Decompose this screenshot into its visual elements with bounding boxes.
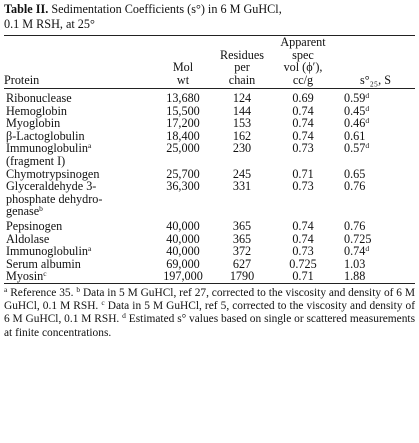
residues-cell: 230	[232, 141, 252, 156]
s-value-cell: 0.57$^d$	[344, 141, 370, 156]
spec-vol-cell: 0.73	[292, 244, 314, 259]
mol-wt-cell: 36,300	[166, 179, 200, 194]
protein-cell: Immunoglobulin$^a$ (fragment I)	[6, 141, 92, 168]
residues-cell: 627	[232, 256, 252, 271]
footnote-c-mark: c	[101, 298, 105, 308]
mol-wt-cell: 197,000	[163, 269, 203, 284]
protein-cell: Glyceraldehyde 3- phosphate dehydro- genase$^b$	[6, 179, 103, 219]
header-residues: Residues per chain	[219, 47, 264, 87]
protein-cell: Chymotrypsinogen	[6, 166, 100, 181]
mol-wt-cell: 40,000	[166, 231, 200, 246]
residues-cell: 331	[232, 179, 252, 194]
header-row	[4, 36, 415, 89]
footnote-a: Reference 35.	[7, 286, 77, 299]
protein-cell: Aldolase	[6, 231, 50, 246]
residues-cell: 162	[232, 128, 252, 143]
table-row	[4, 89, 415, 105]
s-value-cell: 1.88	[344, 269, 366, 284]
protein-cell: Myosin$^c$	[6, 269, 47, 284]
table-row	[4, 218, 415, 233]
residues-cell: 144	[232, 103, 252, 118]
table-row	[4, 270, 415, 283]
footnote-d-mark: d	[122, 311, 126, 321]
footnote-c: Data in 5 M GuHCl, ref 5, corrected to the viscosity and density of 6 M GuHCl, 0.1 M RSH.	[4, 300, 415, 326]
residues-cell: 153	[232, 116, 252, 131]
protein-cell: Pepsinogen	[6, 218, 63, 233]
spec-vol-cell: 0.74	[292, 218, 314, 233]
caption-text-line1: Sedimentation Coefficients (s°) in 6 M GuHCl,	[51, 2, 282, 16]
spec-vol-cell: 0.74	[292, 103, 314, 118]
residues-cell: 1790	[229, 269, 255, 284]
s-value-cell: 0.59$^d$	[336, 89, 415, 105]
mol-wt-cell: 40,000	[166, 218, 200, 233]
mol-wt-cell: 40,000	[166, 244, 200, 259]
spec-vol-cell: 0.71	[292, 166, 314, 181]
s-value-cell: 0.45$^d$	[344, 103, 370, 118]
footnote-b: Data in 5 M GuHCl, ref 27, corrected to the viscosity and density of 6 M GuHCl, 0.1 M RSH.	[4, 286, 415, 313]
mol-wt-cell: 17,200	[166, 116, 200, 131]
spec-vol-cell: 0.725	[289, 256, 317, 271]
protein-cell: Hemoglobin	[6, 103, 67, 118]
mol-wt-cell: 15,500	[166, 103, 200, 118]
caption-text-line2: 0.1 M RSH, at 25°	[4, 17, 95, 31]
protein-cell: β-Lactoglobulin	[6, 128, 85, 143]
mol-wt-cell: 25,700	[166, 166, 200, 181]
table-number: Table II.	[4, 2, 49, 16]
protein-cell: Ribonuclease	[4, 89, 152, 105]
table-footnotes	[4, 284, 415, 340]
spec-vol-cell: 0.69	[270, 89, 336, 105]
protein-cell: Serum albumin	[6, 256, 81, 271]
residues-cell: 245	[232, 166, 252, 181]
s-value-cell: 0.61	[344, 128, 366, 143]
residues-cell: 124	[214, 89, 270, 105]
s-value-cell: 1.03	[344, 256, 366, 271]
spec-vol-cell: 0.73	[292, 141, 314, 156]
residues-cell: 365	[232, 218, 252, 233]
header-protein: Protein	[4, 72, 40, 87]
table-caption	[4, 0, 415, 32]
mol-wt-cell: 13,680	[152, 89, 214, 105]
mol-wt-cell: 69,000	[166, 256, 200, 271]
sedimentation-table	[4, 36, 415, 283]
spec-vol-cell: 0.73	[292, 179, 314, 194]
s-value-cell: 0.725	[344, 231, 372, 246]
spec-vol-cell: 0.71	[292, 269, 314, 284]
s-value-cell: 0.74$^d$	[344, 244, 370, 259]
protein-cell: Immunoglobulin$^a$	[6, 244, 92, 259]
spec-vol-cell: 0.74	[292, 128, 314, 143]
spec-vol-cell: 0.74	[292, 116, 314, 131]
header-spec-vol: Apparent spec vol (ϕ′), cc/g	[280, 35, 326, 87]
s-value-cell: 0.46$^d$	[344, 116, 370, 131]
table-row	[4, 180, 415, 218]
footnote-d: Estimated s° values based on single or scattered measurements at finite concentrations.	[4, 313, 415, 339]
residues-cell: 365	[232, 231, 252, 246]
protein-cell: Myoglobin	[6, 116, 61, 131]
residues-cell: 372	[232, 244, 252, 259]
mol-wt-cell: 25,000	[166, 141, 200, 156]
mol-wt-cell: 18,400	[166, 128, 200, 143]
s-value-cell: 0.76	[344, 179, 366, 194]
s-value-cell: 0.65	[344, 166, 366, 181]
spec-vol-cell: 0.74	[292, 231, 314, 246]
table-row	[4, 142, 415, 167]
header-s-value: s°₂₅, S	[360, 72, 391, 87]
header-mol-wt: Mol wt	[172, 60, 194, 87]
s-value-cell: 0.76	[344, 218, 366, 233]
footnote-a-mark: a	[4, 284, 8, 294]
footnote-b-mark: b	[76, 284, 81, 294]
